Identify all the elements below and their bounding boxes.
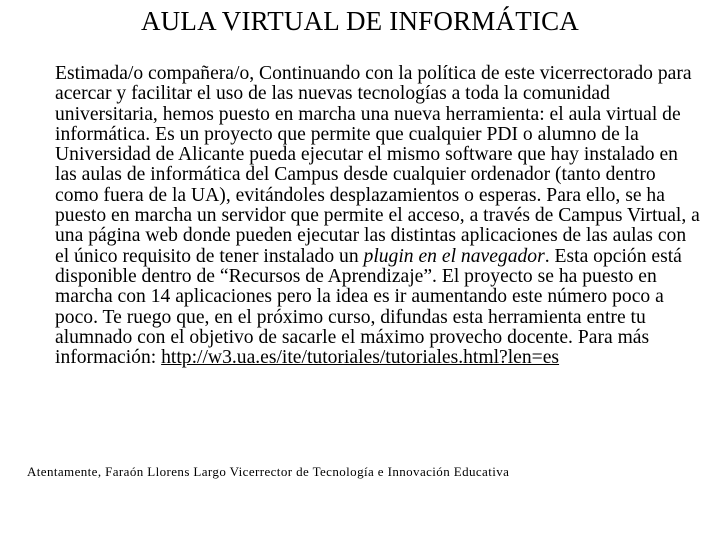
letter-body-text-2: . Esta opción está disponible dentro de “Recursos de Aprendizaje”. El proyecto se ha puesto en marcha con 14 aplicaciones pero la idea es ir aumentando este número poco a poco. Te ruego que, en el próximo curso, difundas esta herramienta entre tu alumnado con el objetivo de sacarle el máximo provecho docente. Para más información: — [55, 245, 682, 369]
letter-body-italic: plugin en el navegador — [363, 245, 545, 267]
letter-body-text-1: Estimada/o compañera/o, Continuando con la política de este vicerrectorado para acercar y facilitar el uso de las nuevas tecnologías a toda la comunidad universitaria, hemos puesto en marcha una nueva herramienta: el aula virtual de informática. Es un proyecto que permite que cualquier PDI o alumno de la Universidad de Alicante pueda ejecutar el mismo software que hay instalado en las aulas de informática del Campus desde cualquier ordenador (tanto dentro como fuera de la UA), evitándoles desplazamientos o esperas. Para ello, se ha puesto en marcha un servidor que permite el acceso, a través de Campus Virtual, a una página web donde pueden ejecutar las distintas aplicaciones de las aulas con el único requisito de tener instalado un — [55, 63, 700, 267]
letter-body — [55, 64, 700, 368]
page-title: AULA VIRTUAL DE INFORMÁTICA — [140, 6, 580, 36]
info-link[interactable]: http://w3.ua.es/ite/tutoriales/tutoriales.html?len=es — [161, 347, 560, 369]
signature: Atentamente, Faraón Llorens Largo Vicerrector de Tecnología e Innovación Educativa — [27, 464, 510, 479]
